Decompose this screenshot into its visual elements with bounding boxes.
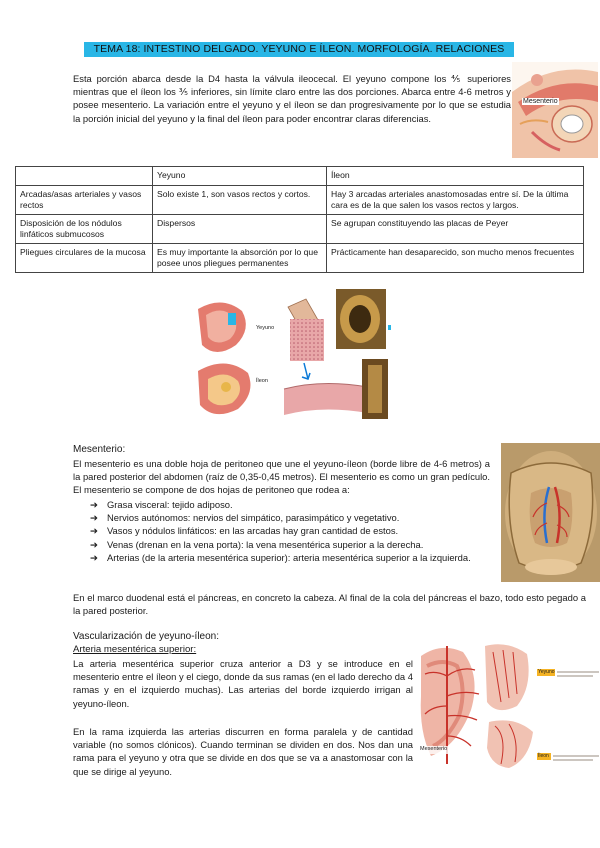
- arrow-icon: ➔: [90, 551, 98, 563]
- table-cell: Solo existe 1, son vasos rectos y cortos.: [153, 186, 327, 215]
- vasc-subheading: Arteria mesentérica superior:: [73, 644, 197, 655]
- figure-label-yeyuno: Yeyuno: [538, 669, 555, 675]
- table-header-row: [16, 167, 584, 186]
- mesenterio-cross-section-figure: [512, 62, 598, 158]
- figure-label-ileon: Íleon: [256, 378, 268, 384]
- table-header-ileon: Íleon: [327, 167, 584, 186]
- page-title: TEMA 18: INTESTINO DELGADO. YEYUNO E ÍLEON. MORFOLOGÍA. RELACIONES: [84, 42, 514, 57]
- intro-paragraph: Esta porción abarca desde la D4 hasta la válvula ileocecal. El yeyuno compone los ⅘ superiores mientras que el íleon los ⅗ inferiores, sin límite claro entre las dos porciones. Abarca entre 4-6 metros y posee mesenterio. La variación entre el yeyuno y el íleon se dan progresivamente por lo que se estudia la porción inicial del yeyuno y la final del íleon para poder encontrar claras diferencias.: [73, 73, 511, 124]
- arrow-icon: ➔: [90, 538, 98, 550]
- table-cell: Prácticamente han desaparecido, son mucho menos frecuentes: [327, 244, 584, 273]
- comparison-table: [15, 166, 584, 273]
- table-header-empty: [16, 167, 153, 186]
- vasc-paragraph-1: La arteria mesentérica superior cruza anterior a D3 y se introduce en el mesenterio entre el íleon y el ciego, donde da sus ramas (en el lado derecho da 4 ramas y en el izquierdo muchas). Las arterias del borde izquierdo irrigan al yeyuno-íleon.: [73, 658, 413, 709]
- pancreas-paragraph: En el marco duodenal está el páncreas, en concreto la cabeza. Al final de la cola del páncreas el bazo, todo esto pegado a la pared posterior.: [73, 592, 586, 617]
- list-item: ➔ Arterias (de la arteria mesentérica superior): arteria mesentérica superior a la izquierda.: [90, 551, 471, 563]
- arrow-icon: ➔: [90, 499, 98, 510]
- mesenterio-heading: Mesenterio:: [73, 444, 126, 455]
- list-item: ➔ Grasa visceral: tejido adiposo.: [90, 499, 233, 510]
- table-row: [16, 244, 584, 273]
- list-item: ➔ Venas (drenan en la vena porta): la vena mesentérica superior a la derecha.: [90, 538, 424, 550]
- mesenterio-dissection-figure: [501, 443, 600, 582]
- table-row: [16, 215, 584, 244]
- figure-label-mesenterio: Mesenterio: [523, 98, 558, 105]
- list-item: ➔ Vasos y nódulos linfáticos: en las arcadas hay gran cantidad de estos.: [90, 525, 399, 537]
- yeyuno-ileon-comparison-figure: [192, 289, 402, 425]
- table-cell: Pliegues circulares de la mucosa: [16, 244, 153, 273]
- table-cell: Dispersos: [153, 215, 327, 244]
- mesenterio-paragraph: El mesenterio es una doble hoja de peritoneo que une el yeyuno-íleon (borde libre de 4-6 metros) a la pared posterior del abdomen (raíz de 0,35-0,45 metros). El mesenterio es como un gran pedículo. El mesenterio se compone de dos hojas de peritoneo que rodea a:: [73, 458, 490, 496]
- vasc-heading: Vascularización de yeyuno-íleon:: [73, 631, 220, 642]
- figure-label-yeyuno: Yeyuno: [256, 325, 275, 331]
- figure-label-mesenterio: Mesenterio: [420, 746, 448, 752]
- arrow-icon: ➔: [90, 512, 98, 524]
- list-item: ➔ Nervios autónomos: nervios del simpático, parasimpático y vegetativo.: [90, 512, 400, 524]
- table-row: [16, 186, 584, 215]
- table-header-yeyuno: Yeyuno: [153, 167, 327, 186]
- table-cell: Es muy importante la absorción por lo que posee unos pliegues permanentes: [153, 244, 327, 273]
- table-cell: Disposición de los nódulos linfáticos submucosos: [16, 215, 153, 244]
- arteria-mesenterica-figure: [417, 636, 600, 774]
- figure-label-ileon: Íleon: [538, 753, 549, 759]
- vasc-paragraph-2: En la rama izquierda las arterias discurren en forma paralela y de cantidad variable (no somos clónicos). Cuando terminan se dividen en dos. Nos dan una rama para el yeyuno y otra que se divide en dos que se va a anastomosar con la que se dirige al yeyuno.: [73, 726, 413, 777]
- mesenterio-bullet-list: [73, 498, 490, 564]
- arrow-icon: ➔: [90, 525, 98, 537]
- table-cell: Hay 3 arcadas arteriales anastomosadas entre sí. De la última cara es de la que salen los vasos rectos y largos.: [327, 186, 584, 215]
- table-cell: Arcadas/asas arteriales y vasos rectos: [16, 186, 153, 215]
- table-cell: Se agrupan constituyendo las placas de Peyer: [327, 215, 584, 244]
